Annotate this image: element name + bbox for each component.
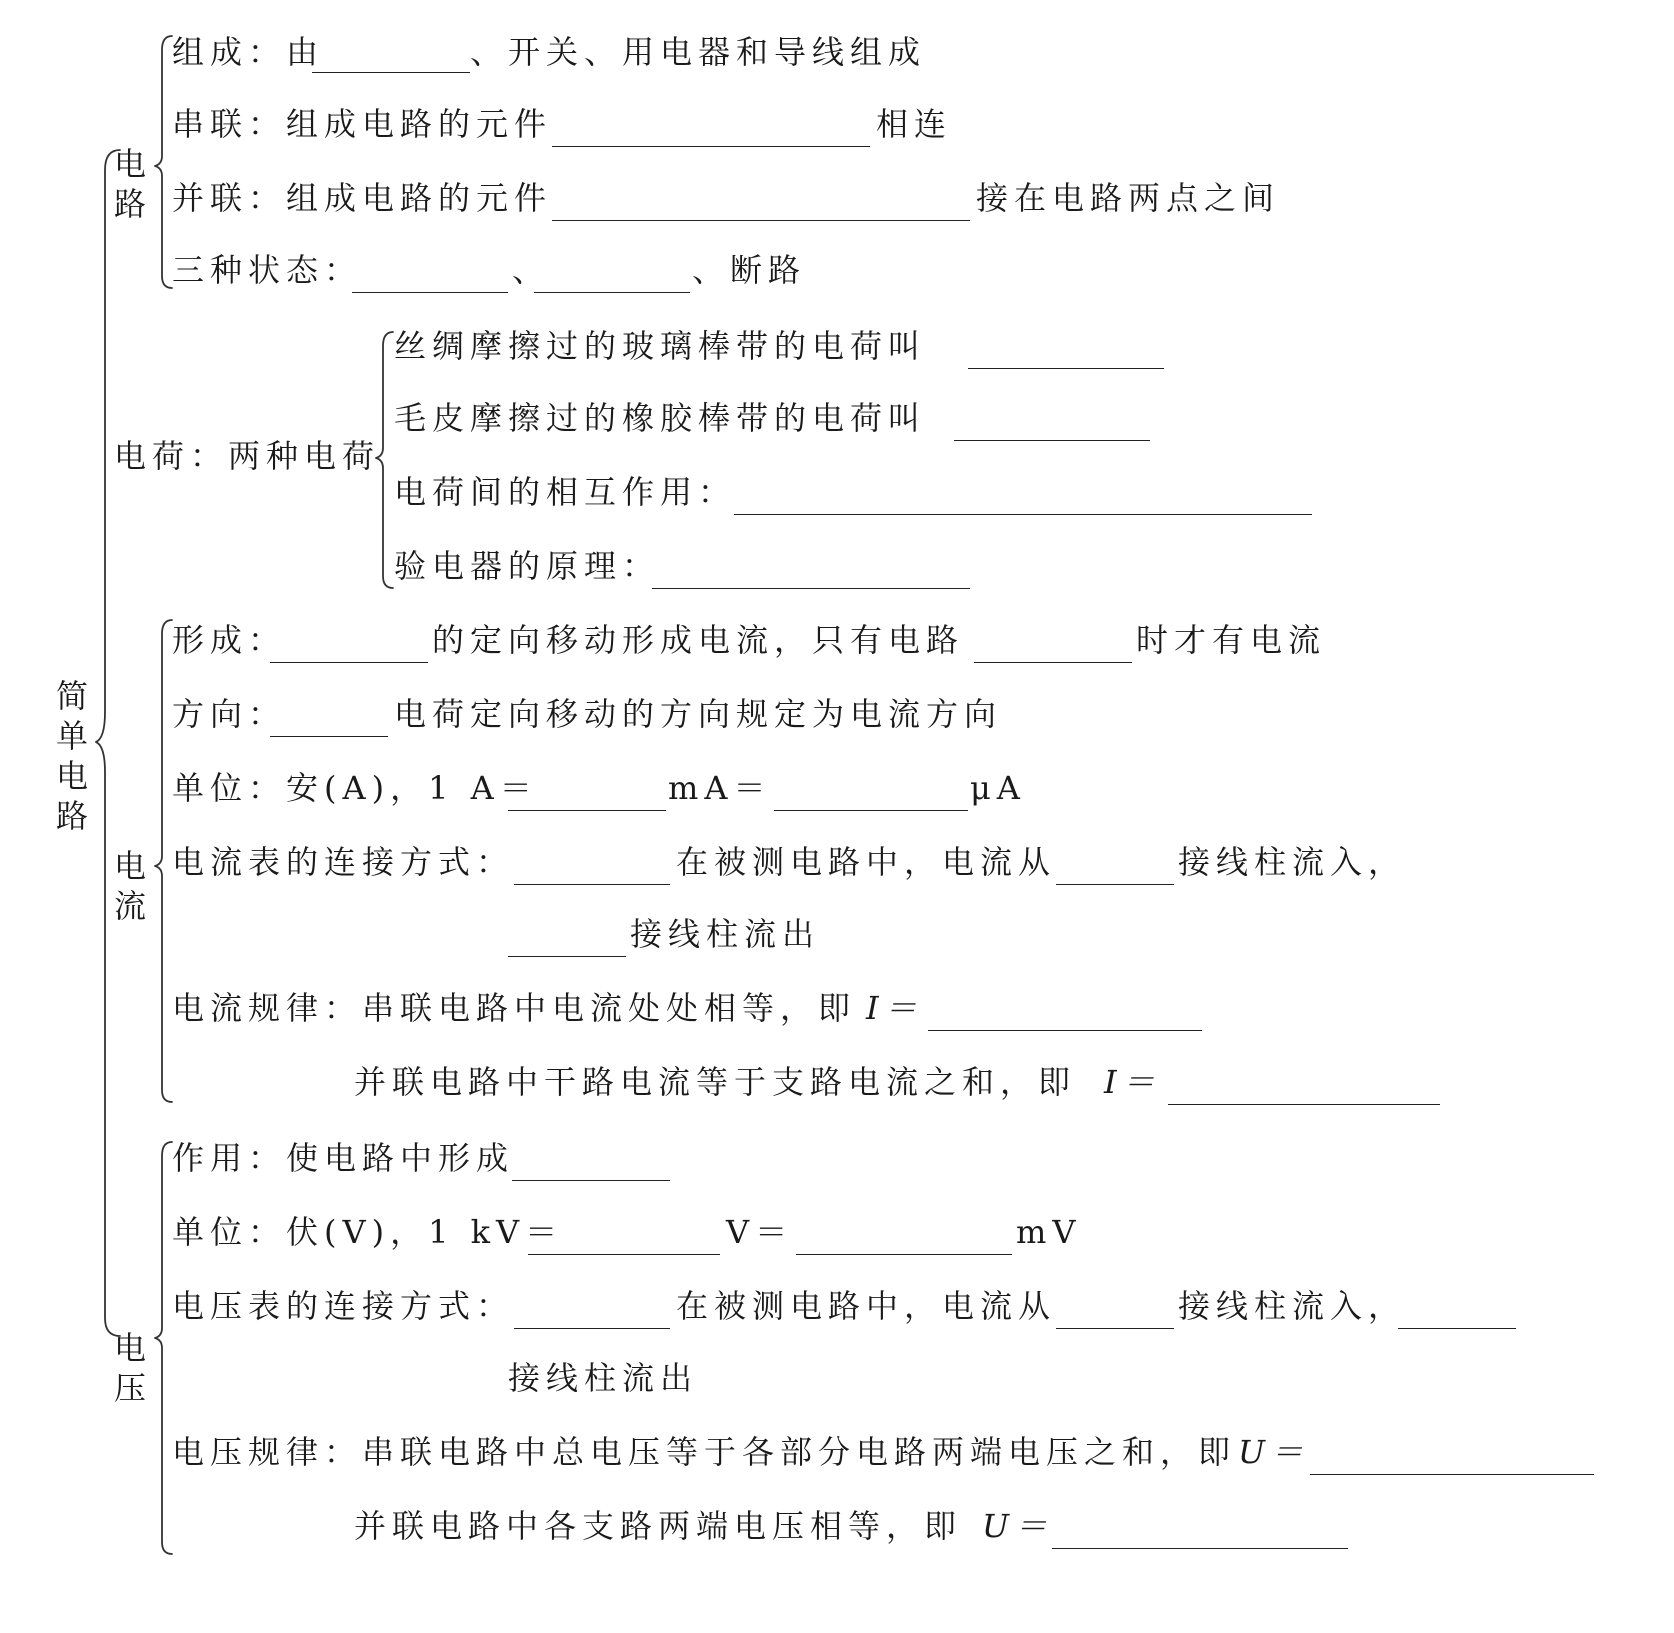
voltmeter-blank-2[interactable] (1056, 1328, 1174, 1329)
current-char: 流 (113, 887, 146, 925)
interaction-blank[interactable] (734, 514, 1312, 515)
current-law-series: 电流规律：串联电路中电流处处相等，即 (172, 989, 857, 1027)
direction-pre: 方向： (172, 695, 287, 733)
voltage-law-parallel-blank[interactable] (1052, 1548, 1348, 1549)
ammeter-line2: 接线柱流出 (630, 915, 821, 953)
current-char: 电 (113, 847, 146, 885)
voltage-symbol-series: U＝ (1238, 1433, 1309, 1471)
current-law-parallel: 并联电路中干路电流等于支路电流之和，即 (354, 1063, 1077, 1101)
current-unit-mid: mA＝ (668, 769, 772, 807)
root-char: 电 (55, 757, 88, 795)
formation-blank-1[interactable] (270, 662, 428, 663)
ammeter-blank-3[interactable] (508, 956, 626, 957)
voltage-symbol-parallel: U＝ (982, 1507, 1053, 1545)
voltage-function-text: 作用：使电路中形成 (172, 1139, 515, 1177)
current-symbol-parallel: I＝ (1104, 1063, 1161, 1101)
ammeter-mid: 在被测电路中，电流从 (676, 843, 1057, 881)
direction-blank[interactable] (270, 736, 388, 737)
voltage-function-blank[interactable] (512, 1180, 670, 1181)
current-law-series-blank[interactable] (928, 1030, 1202, 1031)
root-char: 简 (55, 677, 88, 715)
formation-mid: 的定向移动形成电流，只有电路 (432, 621, 965, 659)
voltage-law-series: 电压规律：串联电路中总电压等于各部分电路两端电压之和，即 (172, 1433, 1237, 1471)
parallel-pre: 并联：组成电路的元件 (172, 179, 553, 217)
voltage-unit-pre: 单位：伏(V)，1 kV＝ (172, 1213, 564, 1251)
state-blank-2[interactable] (534, 292, 690, 293)
electroscope-blank[interactable] (652, 588, 970, 589)
voltage-unit-post: mV (1016, 1213, 1082, 1251)
voltmeter-blank-1[interactable] (514, 1328, 670, 1329)
voltage-law-parallel: 并联电路中各支路两端电压相等，即 (354, 1507, 963, 1545)
formation-pre: 形成： (172, 621, 287, 659)
circuit-char: 路 (113, 185, 146, 223)
voltage-unit-mid: V＝ (726, 1213, 794, 1251)
glass-charge-blank[interactable] (968, 368, 1164, 369)
root-char: 单 (55, 717, 88, 755)
state-blank-1[interactable] (352, 292, 508, 293)
glass-charge-text: 丝绸摩擦过的玻璃棒带的电荷叫 (394, 327, 927, 365)
voltage-char: 压 (113, 1369, 146, 1407)
states-pre: 三种状态： (172, 251, 363, 289)
charge-label: 电荷：两种电荷 (114, 437, 381, 475)
voltage-unit-blank-2[interactable] (796, 1254, 1012, 1255)
current-symbol-series: I＝ (866, 989, 923, 1027)
states-post: 、断路 (692, 251, 807, 289)
states-sep: 、 (512, 251, 551, 289)
rubber-charge-text: 毛皮摩擦过的橡胶棒带的电荷叫 (394, 399, 927, 437)
root-char: 路 (55, 797, 88, 835)
series-blank[interactable] (552, 146, 870, 147)
composition-pre: 组成：由 (172, 33, 325, 71)
parallel-blank[interactable] (552, 220, 970, 221)
ammeter-blank-2[interactable] (1056, 884, 1174, 885)
current-unit-post: μA (970, 769, 1026, 807)
series-pre: 串联：组成电路的元件 (172, 105, 553, 143)
rubber-charge-blank[interactable] (954, 440, 1150, 441)
composition-post: 、开关、用电器和导线组成 (470, 33, 927, 71)
voltmeter-post: 接线柱流入， (1178, 1287, 1407, 1325)
parallel-post: 接在电路两点之间 (976, 179, 1281, 217)
voltmeter-line2: 接线柱流出 (508, 1359, 699, 1397)
ammeter-post: 接线柱流入， (1178, 843, 1407, 881)
voltmeter-mid: 在被测电路中，电流从 (676, 1287, 1057, 1325)
current-unit-blank-1[interactable] (508, 810, 666, 811)
current-unit-blank-2[interactable] (774, 810, 968, 811)
electroscope-text: 验电器的原理： (394, 547, 661, 585)
formation-post: 时才有电流 (1136, 621, 1327, 659)
circuit-char: 电 (113, 145, 146, 183)
voltmeter-blank-3[interactable] (1398, 1328, 1516, 1329)
composition-blank[interactable] (312, 72, 470, 73)
interaction-text: 电荷间的相互作用： (394, 473, 737, 511)
series-post: 相连 (876, 105, 953, 143)
voltage-char: 电 (113, 1329, 146, 1367)
direction-post: 电荷定向移动的方向规定为电流方向 (394, 695, 1003, 733)
current-law-parallel-blank[interactable] (1168, 1104, 1440, 1105)
formation-blank-2[interactable] (974, 662, 1132, 663)
voltmeter-pre: 电压表的连接方式： (172, 1287, 515, 1325)
voltage-unit-blank-1[interactable] (528, 1254, 720, 1255)
ammeter-blank-1[interactable] (514, 884, 670, 885)
voltage-law-series-blank[interactable] (1310, 1474, 1594, 1475)
current-unit-pre: 单位：安(A)，1 A＝ (172, 769, 538, 807)
ammeter-pre: 电流表的连接方式： (172, 843, 515, 881)
